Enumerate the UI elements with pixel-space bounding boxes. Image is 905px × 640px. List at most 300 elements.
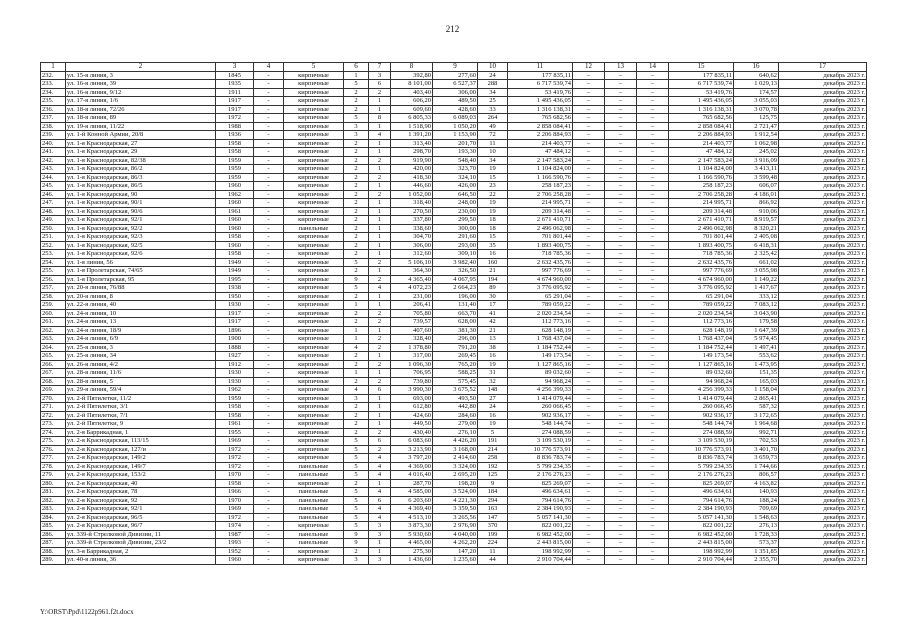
header-cell-13: 13 <box>605 63 637 72</box>
cell-floors: 2 <box>344 173 369 182</box>
cell-residents: 16 <box>478 411 508 420</box>
cell-entrances: 2 <box>369 275 391 284</box>
cell-total-area: 4 365,40 <box>391 275 433 284</box>
cell-cost-per-m2: 151,35 <box>734 369 779 378</box>
cell-residents: 192 <box>478 462 508 471</box>
cell-completion-date: декабрь 2023 г. <box>779 105 867 114</box>
cell-wall-material: кирпичные <box>284 114 344 123</box>
cell-residential-area: 2 695,20 <box>433 471 478 480</box>
cell-residents: 19 <box>478 420 508 429</box>
cell-completion-date: декабрь 2023 г. <box>779 97 867 106</box>
cell-col-13: – <box>605 488 637 497</box>
header-cell-12: 12 <box>573 63 605 72</box>
cell-year-built: 1930 <box>216 301 254 310</box>
table-row <box>41 530 867 539</box>
cell-cost-per-m2: 3 055,98 <box>734 267 779 276</box>
cell-total-area: 4 369,00 <box>391 462 433 471</box>
cell-col-13: – <box>605 352 637 361</box>
cell-address: ул. 25-я линия, 34 <box>66 352 216 361</box>
cell-residents: 15 <box>478 173 508 182</box>
cell-completion-date: декабрь 2023 г. <box>779 547 867 556</box>
cell-col-13: – <box>605 369 637 378</box>
cell-col-14: – <box>637 301 669 310</box>
cell-col-13: – <box>605 250 637 259</box>
cell-year-built: 1987 <box>216 530 254 539</box>
cell-col-4: - <box>254 301 284 310</box>
cell-col-14: – <box>637 360 669 369</box>
cell-col-12: – <box>573 428 605 437</box>
cell-cost-total: 825 269,07 <box>508 479 573 488</box>
cell-col-12: – <box>573 403 605 412</box>
cell-year-built: 1888 <box>216 343 254 352</box>
cell-address: ул. 17-я линия, 1/6 <box>66 97 216 106</box>
cell-residential-area: 291,60 <box>433 233 478 242</box>
cell-year-built: 1972 <box>216 462 254 471</box>
cell-completion-date: декабрь 2023 г. <box>779 309 867 318</box>
cell-address: ул. 16-я линия, 9/12 <box>66 88 216 97</box>
cell-col-14: – <box>637 224 669 233</box>
cell-wall-material: панельные <box>284 496 344 505</box>
cell-entrances: 4 <box>369 505 391 514</box>
cell-completion-date: декабрь 2023 г. <box>779 207 867 216</box>
cell-wall-material: кирпичные <box>284 275 344 284</box>
cell-year-built: 1960 <box>216 556 254 565</box>
cell-row-number: 236. <box>41 105 66 114</box>
cell-residents: 24 <box>478 71 508 80</box>
cell-cost-per-m2: 4 186,01 <box>734 190 779 199</box>
cell-cost-total: 902 936,17 <box>508 411 573 420</box>
cell-col-4: - <box>254 207 284 216</box>
cell-entrances: 1 <box>369 97 391 106</box>
cell-col-4: - <box>254 139 284 148</box>
table-row <box>41 403 867 412</box>
cell-completion-date: декабрь 2023 г. <box>779 556 867 565</box>
cell-address: ул. 20-я линия, 8 <box>66 292 216 301</box>
cell-cost-fund: 2 147 583,24 <box>669 156 734 165</box>
cell-residential-area: 646,50 <box>433 190 478 199</box>
table-row <box>41 182 867 191</box>
table-row <box>41 122 867 131</box>
cell-col-13: – <box>605 105 637 114</box>
cell-cost-per-m2: 992,71 <box>734 428 779 437</box>
cell-col-13: – <box>605 428 637 437</box>
table-row <box>41 488 867 497</box>
cell-wall-material: кирпичные <box>284 122 344 131</box>
cell-col-13: – <box>605 224 637 233</box>
cell-col-13: – <box>605 437 637 446</box>
cell-residents: 27 <box>478 394 508 403</box>
cell-col-14: – <box>637 513 669 522</box>
cell-cost-fund: 53 419,76 <box>669 88 734 97</box>
table-row <box>41 165 867 174</box>
cell-year-built: 1970 <box>216 496 254 505</box>
cell-col-4: - <box>254 71 284 80</box>
cell-cost-fund: 1 184 752,44 <box>669 343 734 352</box>
cell-col-14: – <box>637 428 669 437</box>
cell-col-4: - <box>254 122 284 131</box>
cell-address: ул. 26-я линия, 4/2 <box>66 360 216 369</box>
cell-cost-fund: 2 443 815,00 <box>669 539 734 548</box>
cell-floors: 2 <box>344 233 369 242</box>
cell-residents: 5 <box>478 428 508 437</box>
cell-residents: 147 <box>478 513 508 522</box>
cell-cost-fund: 89 032,60 <box>669 369 734 378</box>
cell-entrances: 1 <box>369 182 391 191</box>
page-number: 212 <box>445 24 460 34</box>
cell-residential-area: 575,45 <box>433 377 478 386</box>
cell-col-4: - <box>254 148 284 157</box>
cell-cost-total: 2 706 258,28 <box>508 190 573 199</box>
cell-cost-fund: 794 614,76 <box>669 496 734 505</box>
cell-col-13: – <box>605 241 637 250</box>
cell-residents: 148 <box>478 386 508 395</box>
cell-cost-per-m2: 125,75 <box>734 114 779 123</box>
cell-col-14: – <box>637 267 669 276</box>
cell-completion-date: декабрь 2023 г. <box>779 352 867 361</box>
cell-entrances: 3 <box>369 522 391 531</box>
cell-residential-area: 663,70 <box>433 309 478 318</box>
cell-floors: 5 <box>344 437 369 446</box>
cell-col-4: - <box>254 377 284 386</box>
cell-col-14: – <box>637 105 669 114</box>
table-row <box>41 513 867 522</box>
cell-entrances: 6 <box>369 496 391 505</box>
cell-cost-fund: 8 836 783,74 <box>669 454 734 463</box>
cell-floors: 5 <box>344 284 369 293</box>
cell-residential-area: 284,60 <box>433 411 478 420</box>
cell-residents: 258 <box>478 454 508 463</box>
cell-col-4: - <box>254 394 284 403</box>
cell-cost-total: 2 384 190,93 <box>508 505 573 514</box>
cell-floors: 2 <box>344 479 369 488</box>
cell-total-area: 4 585,00 <box>391 488 433 497</box>
cell-wall-material: кирпичные <box>284 352 344 361</box>
cell-cost-fund: 718 785,36 <box>669 250 734 259</box>
table-row <box>41 445 867 454</box>
cell-floors: 2 <box>344 352 369 361</box>
cell-col-4: - <box>254 241 284 250</box>
header-cell-14: 14 <box>637 63 669 72</box>
cell-col-4: - <box>254 488 284 497</box>
cell-residents: 34 <box>478 156 508 165</box>
cell-col-14: – <box>637 97 669 106</box>
cell-completion-date: декабрь 2023 г. <box>779 241 867 250</box>
cell-col-12: – <box>573 488 605 497</box>
table-row <box>41 556 867 565</box>
cell-col-14: – <box>637 462 669 471</box>
cell-cost-total: 2 910 704,44 <box>508 556 573 565</box>
cell-address: ул. 16-я линия, 39 <box>66 80 216 89</box>
cell-col-14: – <box>637 539 669 548</box>
cell-floors: 5 <box>344 513 369 522</box>
cell-residents: 49 <box>478 122 508 131</box>
cell-cost-fund: 3 109 530,19 <box>669 437 734 446</box>
cell-completion-date: декабрь 2023 г. <box>779 173 867 182</box>
cell-cost-total: 789 059,22 <box>508 301 573 310</box>
cell-col-13: – <box>605 122 637 131</box>
cell-address: ул. 2-й Пятилетки, 3/1 <box>66 403 216 412</box>
cell-year-built: 1959 <box>216 173 254 182</box>
cell-col-12: – <box>573 301 605 310</box>
cell-cost-total: 3 776 095,92 <box>508 284 573 293</box>
cell-residential-area: 306,00 <box>433 88 478 97</box>
cell-completion-date: декабрь 2023 г. <box>779 156 867 165</box>
cell-total-area: 3 990,30 <box>391 386 433 395</box>
cell-total-area: 313,40 <box>391 139 433 148</box>
cell-cost-fund: 94 968,24 <box>669 377 734 386</box>
cell-col-14: – <box>637 216 669 225</box>
cell-col-12: – <box>573 207 605 216</box>
cell-residential-area: 3 359,50 <box>433 505 478 514</box>
cell-col-4: - <box>254 530 284 539</box>
cell-wall-material: кирпичные <box>284 556 344 565</box>
cell-col-12: – <box>573 258 605 267</box>
cell-col-14: – <box>637 479 669 488</box>
cell-residential-area: 198,20 <box>433 479 478 488</box>
cell-col-12: – <box>573 496 605 505</box>
cell-col-4: - <box>254 165 284 174</box>
cell-cost-total: 794 614,76 <box>508 496 573 505</box>
cell-col-12: – <box>573 454 605 463</box>
cell-col-14: – <box>637 131 669 140</box>
cell-residential-area: 300,00 <box>433 224 478 233</box>
cell-col-12: – <box>573 216 605 225</box>
cell-total-area: 306,00 <box>391 241 433 250</box>
cell-floors: 2 <box>344 267 369 276</box>
cell-row-number: 281. <box>41 488 66 497</box>
cell-row-number: 279. <box>41 471 66 480</box>
cell-col-4: - <box>254 335 284 344</box>
cell-residential-area: 269,45 <box>433 352 478 361</box>
cell-floors: 1 <box>344 369 369 378</box>
cell-year-built: 1958 <box>216 233 254 242</box>
cell-col-14: – <box>637 122 669 131</box>
cell-cost-per-m2: 1 728,33 <box>734 530 779 539</box>
cell-col-4: - <box>254 471 284 480</box>
cell-completion-date: декабрь 2023 г. <box>779 403 867 412</box>
cell-row-number: 235. <box>41 97 66 106</box>
cell-cost-per-m2: 2 405,08 <box>734 233 779 242</box>
cell-residents: 22 <box>478 190 508 199</box>
cell-residents: 11 <box>478 547 508 556</box>
cell-address: ул. 40-я линия, 36 <box>66 556 216 565</box>
cell-total-area: 705,80 <box>391 309 433 318</box>
cell-cost-fund: 1 893 400,75 <box>669 241 734 250</box>
cell-residents: 24 <box>478 403 508 412</box>
cell-col-13: – <box>605 173 637 182</box>
cell-address: ул. 2-я Краснодарская, 149/2 <box>66 454 216 463</box>
cell-residents: 194 <box>478 275 508 284</box>
cell-completion-date: декабрь 2023 г. <box>779 122 867 131</box>
cell-wall-material: кирпичные <box>284 258 344 267</box>
cell-completion-date: декабрь 2023 г. <box>779 182 867 191</box>
cell-cost-total: 2 443 815,00 <box>508 539 573 548</box>
cell-residents: 38 <box>478 343 508 352</box>
cell-col-13: – <box>605 420 637 429</box>
cell-completion-date: декабрь 2023 г. <box>779 318 867 327</box>
cell-col-4: - <box>254 496 284 505</box>
cell-entrances: 1 <box>369 394 391 403</box>
cell-cost-per-m2: 165,03 <box>734 377 779 386</box>
cell-row-number: 269. <box>41 386 66 395</box>
cell-col-14: – <box>637 284 669 293</box>
cell-cost-total: 6 717 539,74 <box>508 80 573 89</box>
cell-col-4: - <box>254 131 284 140</box>
cell-wall-material: кирпичные <box>284 250 344 259</box>
cell-row-number: 257. <box>41 284 66 293</box>
cell-residents: 21 <box>478 267 508 276</box>
cell-cost-per-m2: 2 865,41 <box>734 394 779 403</box>
cell-col-13: – <box>605 156 637 165</box>
cell-cost-total: 8 836 783,74 <box>508 454 573 463</box>
table-row <box>41 479 867 488</box>
cell-completion-date: декабрь 2023 г. <box>779 428 867 437</box>
cell-cost-fund: 701 801,44 <box>669 233 734 242</box>
header-cell-4: 4 <box>254 63 284 72</box>
cell-wall-material: кирпичные <box>284 360 344 369</box>
cell-col-12: – <box>573 471 605 480</box>
cell-floors: 2 <box>344 182 369 191</box>
cell-address: ул. 2-я Краснодарская, 149/7 <box>66 462 216 471</box>
cell-total-area: 609,60 <box>391 105 433 114</box>
cell-cost-per-m2: 1 497,41 <box>734 343 779 352</box>
cell-address: ул. 1-й Конной Армии, 20/8 <box>66 131 216 140</box>
cell-col-4: - <box>254 369 284 378</box>
cell-col-4: - <box>254 233 284 242</box>
cell-cost-total: 1 495 436,05 <box>508 97 573 106</box>
cell-cost-fund: 3 776 095,92 <box>669 284 734 293</box>
cell-col-4: - <box>254 173 284 182</box>
cell-cost-total: 1 166 590,76 <box>508 173 573 182</box>
cell-col-14: – <box>637 250 669 259</box>
cell-col-14: – <box>637 258 669 267</box>
cell-cost-per-m2: 1 029,13 <box>734 80 779 89</box>
cell-year-built: 1845 <box>216 71 254 80</box>
cell-total-area: 1 096,30 <box>391 360 433 369</box>
cell-row-number: 277. <box>41 454 66 463</box>
cell-residential-area: 196,00 <box>433 292 478 301</box>
cell-completion-date: декабрь 2023 г. <box>779 292 867 301</box>
cell-completion-date: декабрь 2023 г. <box>779 513 867 522</box>
cell-address: ул. 2-я Краснодарская, 153/2 <box>66 471 216 480</box>
cell-wall-material: панельные <box>284 224 344 233</box>
cell-residential-area: 1 050,20 <box>433 122 478 131</box>
table-row <box>41 505 867 514</box>
cell-entrances: 1 <box>369 479 391 488</box>
cell-row-number: 245. <box>41 182 66 191</box>
cell-cost-fund: 1 104 824,00 <box>669 165 734 174</box>
cell-entrances: 2 <box>369 190 391 199</box>
cell-row-number: 282. <box>41 496 66 505</box>
cell-total-area: 6 805,33 <box>391 114 433 123</box>
cell-col-4: - <box>254 216 284 225</box>
cell-residential-area: 296,00 <box>433 335 478 344</box>
cell-row-number: 238. <box>41 122 66 131</box>
cell-col-12: – <box>573 530 605 539</box>
cell-wall-material: кирпичные <box>284 377 344 386</box>
table-row <box>41 428 867 437</box>
cell-address: ул. 1-я Краснодарская, 90/1 <box>66 199 216 208</box>
cell-completion-date: декабрь 2023 г. <box>779 71 867 80</box>
cell-col-12: – <box>573 522 605 531</box>
cell-entrances: 1 <box>369 216 391 225</box>
header-cell-15: 15 <box>669 63 734 72</box>
cell-col-14: – <box>637 530 669 539</box>
cell-col-13: – <box>605 496 637 505</box>
cell-col-12: – <box>573 114 605 123</box>
cell-entrances: 1 <box>369 267 391 276</box>
cell-row-number: 278. <box>41 462 66 471</box>
table-row <box>41 173 867 182</box>
cell-col-12: – <box>573 88 605 97</box>
cell-cost-per-m2: 1 062,98 <box>734 139 779 148</box>
cell-floors: 1 <box>344 301 369 310</box>
cell-col-14: – <box>637 139 669 148</box>
cell-col-14: – <box>637 156 669 165</box>
cell-cost-per-m2: 587,32 <box>734 403 779 412</box>
cell-total-area: 312,60 <box>391 250 433 259</box>
cell-cost-fund: 274 088,59 <box>669 428 734 437</box>
cell-floors: 2 <box>344 105 369 114</box>
cell-cost-per-m2: 1 149,22 <box>734 275 779 284</box>
cell-total-area: 5 930,60 <box>391 530 433 539</box>
cell-cost-total: 548 144,74 <box>508 420 573 429</box>
cell-col-4: - <box>254 97 284 106</box>
cell-completion-date: декабрь 2023 г. <box>779 335 867 344</box>
cell-row-number: 287. <box>41 539 66 548</box>
cell-completion-date: декабрь 2023 г. <box>779 216 867 225</box>
cell-col-13: – <box>605 139 637 148</box>
cell-floors: 2 <box>344 216 369 225</box>
cell-wall-material: панельные <box>284 539 344 548</box>
cell-year-built: 1972 <box>216 445 254 454</box>
cell-col-12: – <box>573 284 605 293</box>
cell-address: ул. 339-й Стрелковой Дивизии, 23/2 <box>66 539 216 548</box>
cell-cost-fund: 628 148,19 <box>669 326 734 335</box>
cell-col-12: – <box>573 173 605 182</box>
cell-residents: 288 <box>478 80 508 89</box>
cell-year-built: 1958 <box>216 139 254 148</box>
cell-cost-total: 628 148,19 <box>508 326 573 335</box>
table-row <box>41 105 867 114</box>
cell-total-area: 5 106,10 <box>391 258 433 267</box>
cell-entrances: 4 <box>369 471 391 480</box>
cell-cost-fund: 2 176 276,23 <box>669 471 734 480</box>
cell-floors: 3 <box>344 131 369 140</box>
cell-row-number: 271. <box>41 403 66 412</box>
cell-floors: 5 <box>344 258 369 267</box>
cell-row-number: 275. <box>41 437 66 446</box>
cell-completion-date: декабрь 2023 г. <box>779 462 867 471</box>
cell-floors: 9 <box>344 539 369 548</box>
cell-cost-fund: 1 316 138,31 <box>669 105 734 114</box>
cell-floors: 2 <box>344 148 369 157</box>
cell-col-12: – <box>573 462 605 471</box>
cell-wall-material: кирпичные <box>284 233 344 242</box>
cell-total-area: 3 873,30 <box>391 522 433 531</box>
cell-col-4: - <box>254 513 284 522</box>
cell-col-4: - <box>254 343 284 352</box>
table-row <box>41 190 867 199</box>
cell-wall-material: кирпичные <box>284 71 344 80</box>
cell-wall-material: кирпичные <box>284 190 344 199</box>
cell-cost-fund: 149 173,54 <box>669 352 734 361</box>
cell-completion-date: декабрь 2023 г. <box>779 377 867 386</box>
cell-residential-area: 765,20 <box>433 360 478 369</box>
cell-residents: 16 <box>478 250 508 259</box>
cell-cost-fund: 214 995,71 <box>669 199 734 208</box>
cell-year-built: 1930 <box>216 369 254 378</box>
